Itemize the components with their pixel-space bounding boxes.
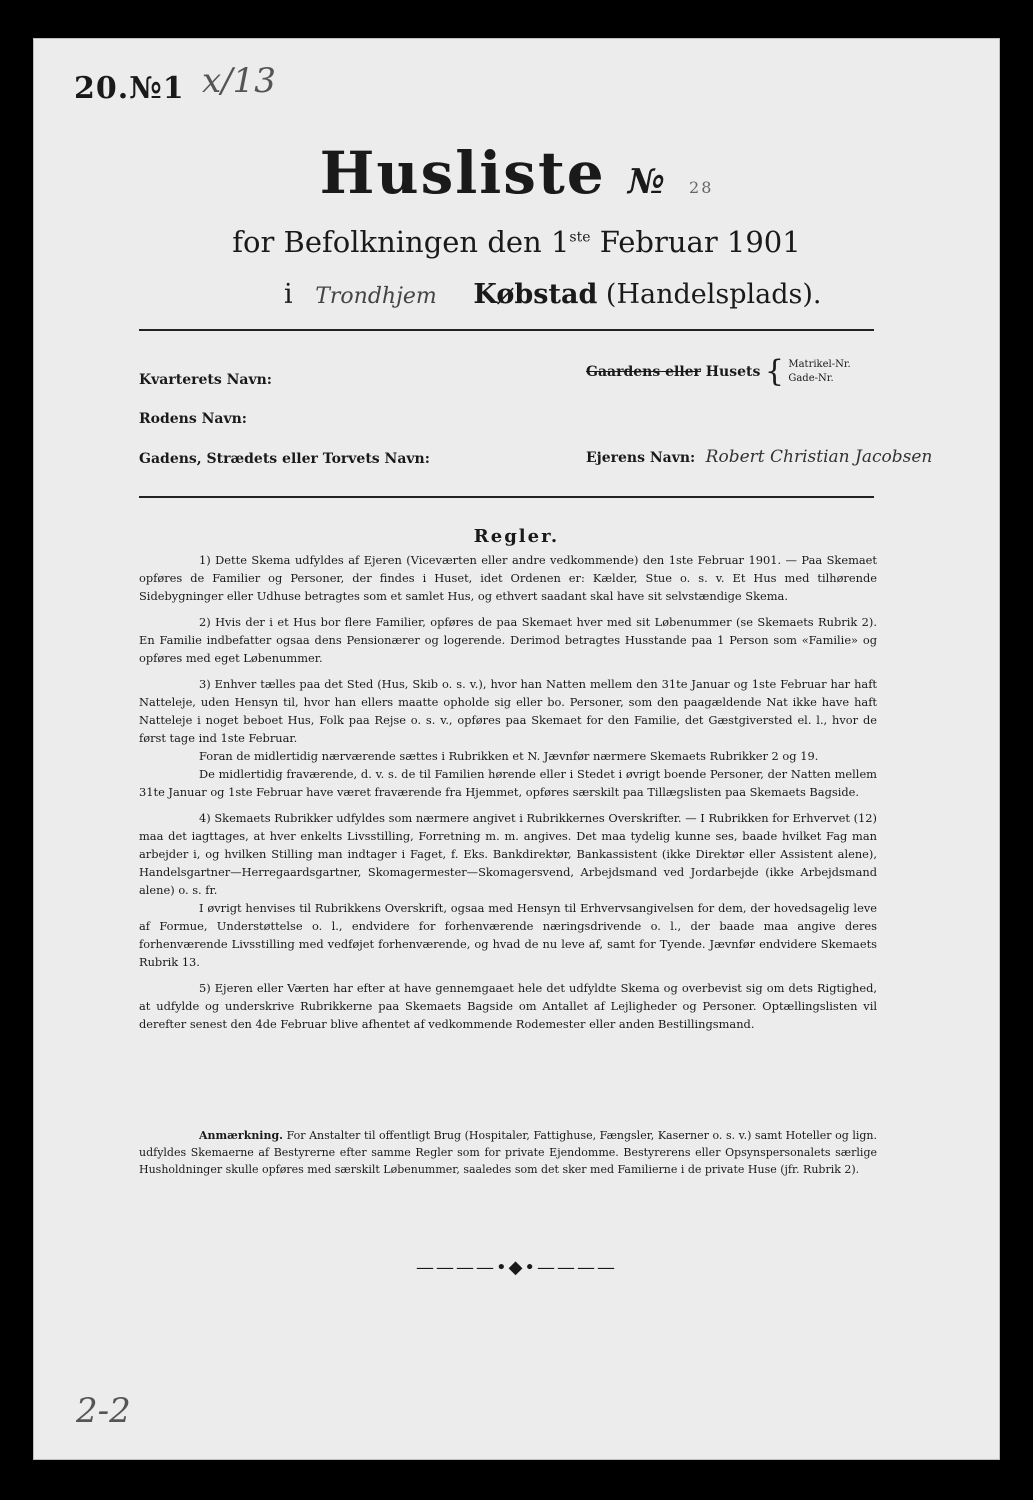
rule-paragraph: 2) Hvis der i et Hus bor flere Familier, opføres de paa Skemaet hver med sit Løbenummer (se Skemaets Rubrik 2). En Familie indbefatter ogsaa dens Pensionærer og logerende. Derimod betragtes Husstande paa 1 Person som «Familie» og opføres med eget Løbenummer. <box>139 615 877 665</box>
document-sheet <box>33 38 1000 1460</box>
nr-labels <box>788 358 850 386</box>
husets-label: Husets <box>700 364 761 380</box>
rules-body <box>139 551 877 1041</box>
place-prefix: i <box>284 279 293 310</box>
subtitle-sup: ste <box>569 229 591 246</box>
handelsplads-label: (Handelsplads). <box>597 279 822 310</box>
field-rodens <box>139 411 247 427</box>
note-text: For Anstalter til offentligt Brug (Hospitaler, Fattighuse, Fængsler, Kaserner o. s. v.) samt Hoteller og lign. udfyldes Skemaerne af Bestyrerne efter samme Regler som for private Ejendomme. Bestyrerens eller Opsynspersonalets særlige Husholdninger skulle opføres med særskilt Løbenummer, saaledes som det sker med Familierne i de private Huse (jfr. Rubrik 2). <box>139 1129 877 1176</box>
place-handwritten: Trondhjem <box>315 284 437 309</box>
field-ejerens <box>586 447 932 467</box>
field-husets <box>586 354 851 389</box>
brace-icon: { <box>764 354 784 389</box>
archive-number: 20.№1 <box>74 71 185 106</box>
kobstad-label: Købstad <box>473 279 598 310</box>
place-line <box>284 279 822 310</box>
gaardens-struck: Gaardens eller <box>586 364 701 380</box>
rule-paragraph: Foran de midlertidig nærværende sættes i Rubrikken et N. Jævnfør nærmere Skemaets Rubrikker 2 og 19. <box>199 749 819 763</box>
rodens-label: Rodens Navn: <box>139 411 247 427</box>
title-text: Husliste <box>319 139 606 207</box>
kvarterets-label: Kvarterets Navn: <box>139 372 272 388</box>
subtitle-post: Februar 1901 <box>590 225 801 259</box>
field-gadens <box>139 451 430 467</box>
number-mark: № <box>627 162 667 202</box>
rule-paragraph: De midlertidig fraværende, d. v. s. de til Familien hørende eller i Stedet i øvrigt boende Personer, der Natten mellem 31te Januar og 1ste Februar have været fraværende fra Hjemmet, opføres særskilt paa Tillægslisten paa Skemaets Bagside. <box>139 767 877 799</box>
subtitle-pre: for Befolkningen den 1 <box>232 225 570 259</box>
note-paragraph <box>139 1127 877 1178</box>
gadens-label: Gadens, Strædets eller Torvets Navn: <box>139 451 430 467</box>
ornament-divider: ————•◆•———— <box>415 1257 618 1278</box>
rule-paragraph: 3) Enhver tælles paa det Sted (Hus, Skib o. s. v.), hvor han Natten mellem den 31te Januar og 1ste Februar har haft Natteleje, uden Hensyn til, hvor han ellers maatte opholde sig eller bo. Personer, som den paagældende Nat ikke have haft Natteleje i noget beboet Hus, Folk paa Rejse o. s. v., opføres paa Skemaet for den Familie, det Gæstgiversted el. l., hvor de først tage ind 1ste Februar. <box>139 677 877 745</box>
rules-heading: Regler. <box>473 526 560 547</box>
pencil-annotation: x/13 <box>202 61 276 101</box>
form-number-handwritten: 28 <box>689 178 714 197</box>
matrikel-label: Matrikel-Nr. <box>788 359 851 370</box>
divider-middle <box>139 496 874 498</box>
gade-nr-label: Gade-Nr. <box>788 373 834 384</box>
divider-top <box>139 329 874 331</box>
form-subtitle <box>34 225 999 259</box>
rule-paragraph: I øvrigt henvises til Rubrikkens Overskrift, ogsaa med Hensyn til Erhvervsangivelsen for dem, der hovedsagelig leve af Formue, Understøttelse o. l., endvidere for forhenværende næringsdrivende o. l., der baade maa angive deres forhenværende Livsstilling med vedføjet forhenværende, og hvad de nu leve af, samt for Tyende. Jævnfør endvidere Skemaets Rubrik 13. <box>139 901 877 969</box>
form-title <box>34 139 999 207</box>
field-kvarterets <box>139 372 272 388</box>
ejerens-label: Ejerens Navn: <box>586 450 696 466</box>
rule-paragraph: 4) Skemaets Rubrikker udfyldes som nærmere angivet i Rubrikkernes Overskrifter. — I Rubrikken for Erhvervet (12) maa det iagttages, at hver enkelts Livsstilling, Forretning m. m. angives. Det maa tydelig kunne ses, baade hvilket Fag man arbejder i, og hvilken Stilling man indtager i Faget, f. Eks. Bankdirektør, Bankassistent (ikke Direktør eller Assistent alene), Handelsgartner—Herregaardsgartner, Skomagermester—Skomagersvend, Arbejdsmand ved Jordarbejde (ikke Arbejdsmand alene) o. s. fr. <box>139 811 877 897</box>
note-label: Anmærkning. <box>199 1129 284 1142</box>
rule-paragraph: 5) Ejeren eller Værten har efter at have gennemgaaet hele det udfyldte Skema og overbevist sig om dets Rigtighed, at udfylde og underskrive Rubrikkerne paa Skemaets Bagside om Antallet af Lejligheder og Personer. Optællingslisten vil derefter senest den 4de Februar blive afhentet af vedkommende Rodemester eller anden Bestillingsmand. <box>139 981 877 1031</box>
ejerens-value-handwritten: Robert Christian Jacobsen <box>705 447 933 467</box>
rule-paragraph: 1) Dette Skema udfyldes af Ejeren (Viceværten eller andre vedkommende) den 1ste Februar 1901. — Paa Skemaet opføres de Familier og Personer, der findes i Huset, idet Ordenen er: Kælder, Stue o. s. v. Et Hus med tilhørende Sidebygninger eller Udhuse betragtes som et samlet Hus, og ethvert saadant skal have sit selvstændige Skema. <box>139 553 877 603</box>
pencil-annotation-bottom: 2-2 <box>76 1391 131 1431</box>
